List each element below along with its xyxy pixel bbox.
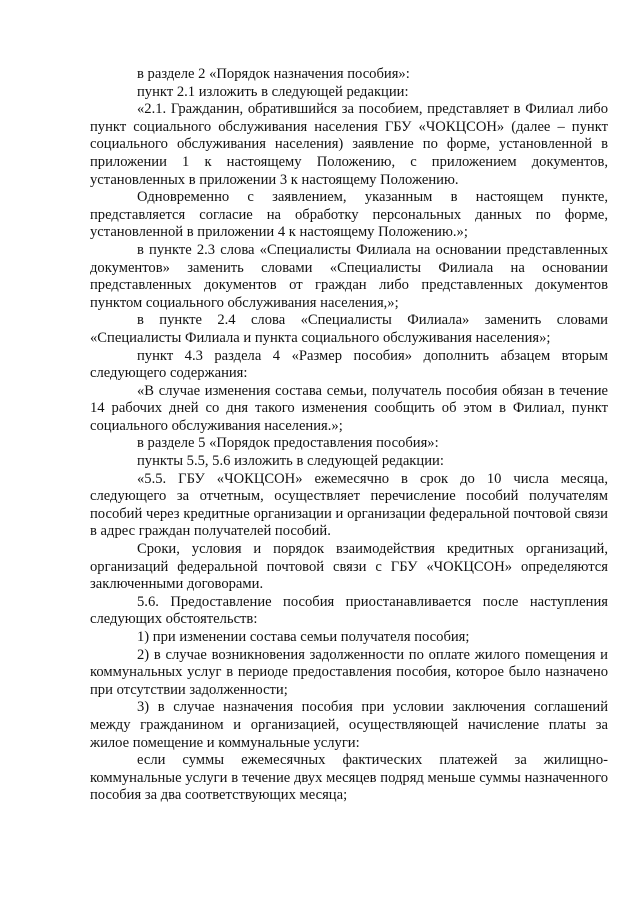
document-page	[90, 66, 608, 805]
paragraph: Одновременно с заявлением, указанным в настоящем пункте, представляется согласие на обработку персональных данных по форме, установленной в приложении 4 к настоящему Положению.»;	[90, 189, 608, 241]
paragraph: Сроки, условия и порядок взаимодействия кредитных организаций, организаций федеральной почтовой связи с ГБУ «ЧОКЦСОН» определяются заключенными договорами.	[90, 541, 608, 593]
paragraph: пункт 2.1 изложить в следующей редакции:	[137, 83, 409, 100]
paragraph: «В случае изменения состава семьи, получатель пособия обязан в течение 14 рабочих дней со дня такого изменения сообщить об этом в Филиал, пункт социального обслуживания населения.»;	[90, 382, 608, 434]
paragraph: пункт 4.3 раздела 4 «Размер пособия» дополнить абзацем вторым следующего содержания:	[90, 347, 608, 382]
paragraph: в пункте 2.4 слова «Специалисты Филиала» заменить словами «Специалисты Филиала и пункта социального обслуживания населения»;	[90, 312, 608, 346]
paragraph: в разделе 5 «Порядок предоставления пособия»:	[137, 435, 439, 452]
paragraph: «5.5. ГБУ «ЧОКЦСОН» ежемесячно в срок до 10 числа месяца, следующего за отчетным, осуществляет перечисление пособий получателям пособий через кредитные организации и организации федеральной почтовой связи в адрес граждан получателей пособий.	[90, 470, 608, 540]
paragraph: 3) в случае назначения пособия при условии заключения соглашений между гражданином и организацией, осуществляющей начисление платы за жилое помещение и коммунальные услуги:	[90, 699, 608, 751]
paragraph: в пункте 2.3 слова «Специалисты Филиала на основании представленных документов» заменить словами «Специалисты Филиала на основании представленных документов от граждан либо представленных документов пунктом социального обслуживания населения,»;	[90, 241, 608, 311]
paragraph: «2.1. Гражданин, обратившийся за пособием, представляет в Филиал либо пункт социального обслуживания населения ГБУ «ЧОКЦСОН» (далее – пункт социального обслуживания населения) заявление по форме, установленной в приложении 1 к настоящему Положению, с приложением документов, установленных в приложении 3 к настоящему Положению.	[90, 101, 608, 188]
paragraph: 5.6. Предоставление пособия приостанавливается после наступления следующих обстоятельств:	[90, 593, 608, 628]
paragraph: в разделе 2 «Порядок назначения пособия»:	[137, 66, 410, 82]
paragraph: 2) в случае возникновения задолженности по оплате жилого помещения и коммунальных услуг в периоде предоставления пособия, которое было назначено при отсутствии задолженности;	[90, 646, 608, 698]
paragraph: пункты 5.5, 5.6 изложить в следующей редакции:	[137, 453, 444, 470]
paragraph: 1) при изменении состава семьи получателя пособия;	[137, 629, 470, 645]
paragraph: если суммы ежемесячных фактических платежей за жилищно-коммунальные услуги в течение двух месяцев подряд меньше суммы назначенного пособия за два соответствующих месяца;	[90, 752, 608, 804]
